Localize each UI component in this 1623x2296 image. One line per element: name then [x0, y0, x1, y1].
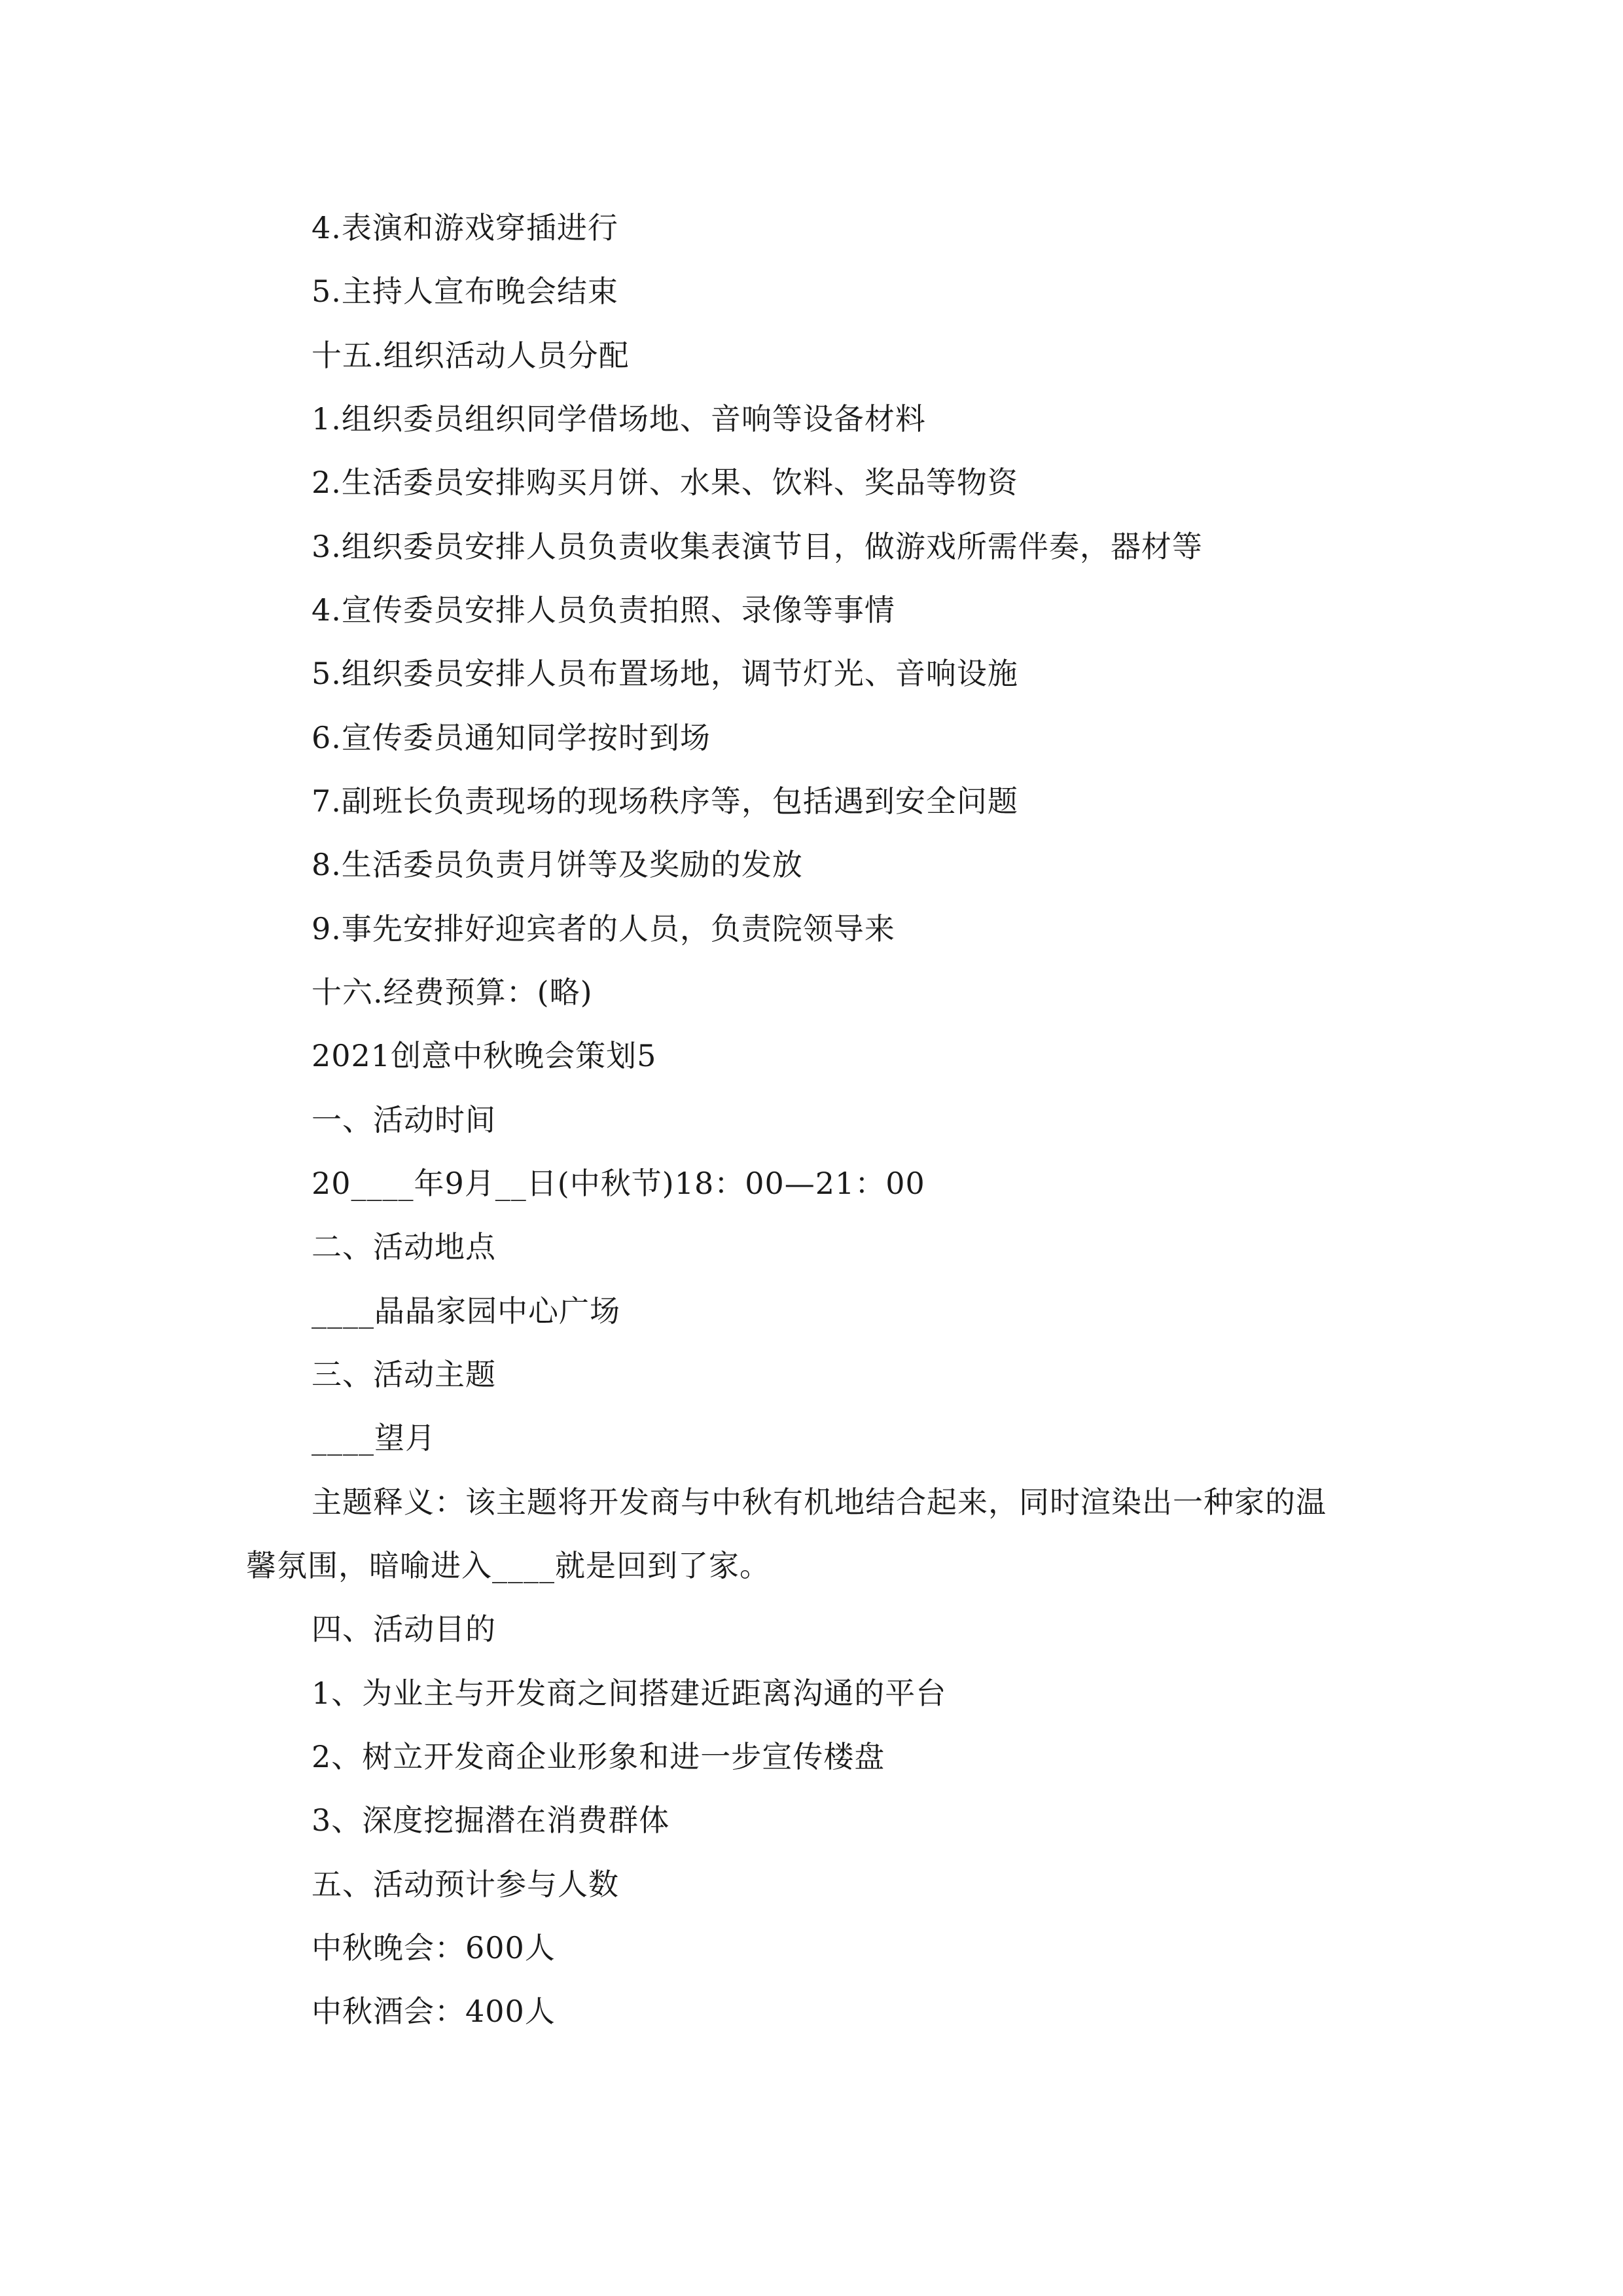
- paragraph: 20____年9月__日(中秋节)18：00—21：00: [312, 1166, 925, 1201]
- paragraph: 中秋酒会：400人: [312, 1994, 556, 2029]
- section-heading: 四、活动目的: [312, 1611, 496, 1647]
- list-item: 1、为业主与开发商之间搭建近距离沟通的平台: [312, 1676, 947, 1711]
- list-item: 6.宣传委员通知同学按时到场: [312, 720, 711, 755]
- list-item: 2.生活委员安排购买月饼、水果、饮料、奖品等物资: [312, 465, 1018, 500]
- list-item: 3、深度挖掘潜在消费群体: [312, 1803, 670, 1838]
- list-item: 5.组织委员安排人员布置场地，调节灯光、音响设施: [312, 656, 1018, 691]
- paragraph: 中秋晚会：600人: [312, 1930, 556, 1965]
- list-item: 8.生活委员负责月饼等及奖励的发放: [312, 847, 803, 882]
- section-heading: 五、活动预计参与人数: [312, 1867, 619, 1902]
- section-heading: 一、活动时间: [312, 1102, 496, 1138]
- paragraph: ____晶晶家园中心广场: [312, 1293, 620, 1329]
- list-item: 1.组织委员组织同学借场地、音响等设备材料: [312, 401, 926, 437]
- list-item: 2、树立开发商企业形象和进一步宣传楼盘: [312, 1739, 885, 1774]
- list-item: 9.事先安排好迎宾者的人员，负责院领导来: [312, 911, 895, 946]
- list-item: 4.表演和游戏穿插进行: [312, 210, 618, 245]
- list-item: 3.组织委员安排人员负责收集表演节目，做游戏所需伴奏，器材等: [312, 529, 1203, 564]
- paragraph-continuation: 馨氛围，暗喻进入____就是回到了家。: [246, 1548, 770, 1583]
- section-heading: 三、活动主题: [312, 1357, 496, 1392]
- document-title: 2021创意中秋晚会策划5: [312, 1038, 657, 1073]
- section-heading: 十五.组织活动人员分配: [312, 338, 630, 373]
- paragraph: ____望月: [312, 1420, 436, 1456]
- paragraph: 主题释义：该主题将开发商与中秋有机地结合起来，同时渲染出一种家的温: [312, 1484, 1327, 1520]
- list-item: 7.副班长负责现场的现场秩序等，包括遇到安全问题: [312, 783, 1018, 819]
- section-heading: 二、活动地点: [312, 1229, 496, 1265]
- section-heading: 十六.经费预算：(略): [312, 975, 593, 1010]
- list-item: 5.主持人宣布晚会结束: [312, 274, 618, 309]
- list-item: 4.宣传委员安排人员负责拍照、录像等事情: [312, 592, 895, 628]
